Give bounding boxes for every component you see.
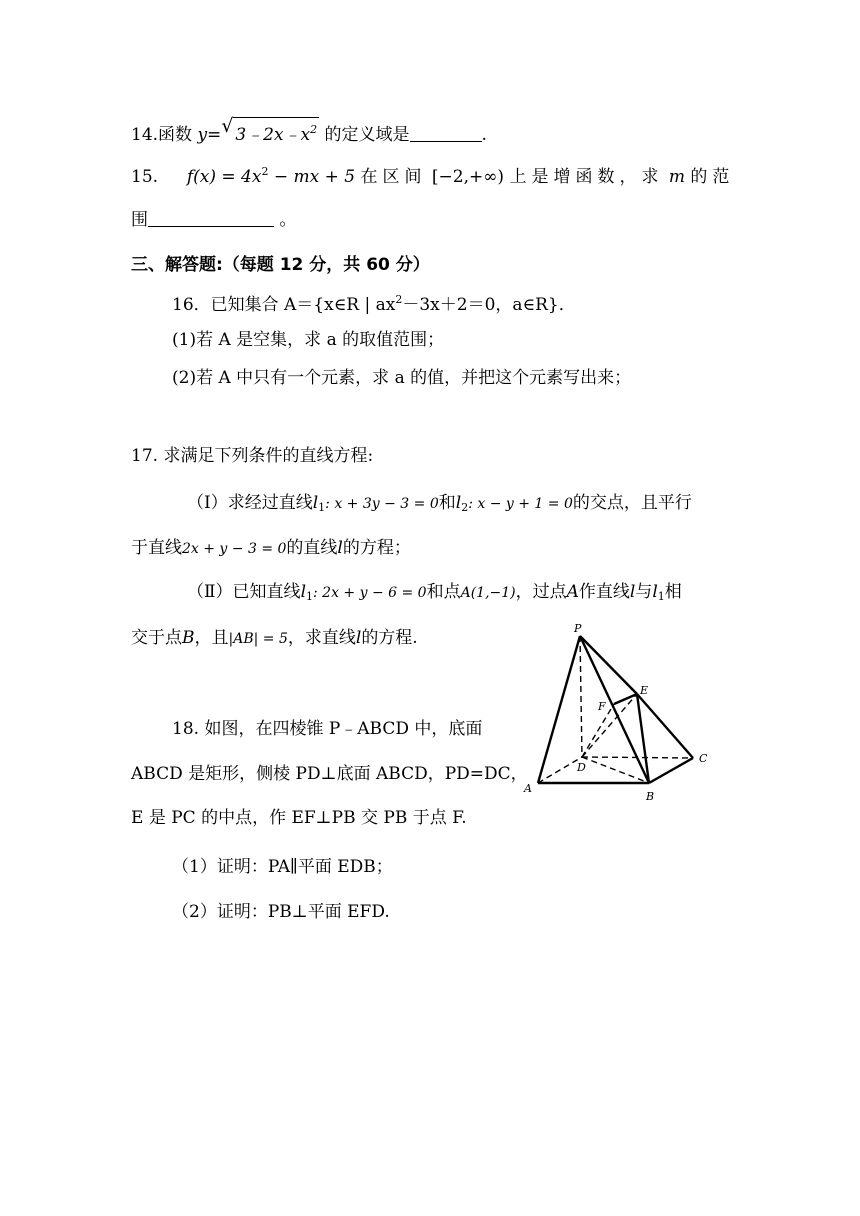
- q15-var-m: m: [668, 167, 685, 187]
- question-17-stem: 17. 求满足下列条件的直线方程:: [131, 446, 374, 466]
- q17-text: ，过点: [515, 582, 567, 602]
- question-18-part2: （2）证明：PB⊥平面 EFD.: [172, 902, 390, 922]
- equation: : x + 3y − 3 = 0: [325, 496, 439, 512]
- edge-FE: [614, 694, 637, 704]
- q17-text: 于直线: [131, 538, 182, 558]
- edge-PE: [580, 636, 637, 694]
- question-18-line2: ABCD 是矩形，侧棱 PD⊥底面 ABCD，PD=DC，: [131, 764, 528, 784]
- q15-interval: [−2,+∞): [431, 167, 505, 187]
- edge-PA: [538, 636, 580, 783]
- question-17-part2-line2: [131, 626, 418, 651]
- q15-text: 上是增函数，求: [509, 167, 664, 187]
- answer-blank[interactable]: [410, 125, 482, 142]
- q17-text: 交于点: [131, 628, 182, 648]
- q15-exponent: 2: [261, 165, 269, 178]
- subscript: 1: [306, 590, 313, 603]
- q15-end: 。: [279, 210, 297, 230]
- q15-text: 在区间: [360, 167, 427, 187]
- q17-text: 作直线: [578, 582, 630, 602]
- line-l: l: [455, 493, 462, 513]
- edge-BC: [649, 758, 693, 783]
- q17-text: 和: [438, 493, 456, 513]
- point-label: B: [182, 628, 195, 648]
- q14-suffix: 的定义域是: [324, 125, 410, 145]
- question-17-part1: [187, 491, 692, 520]
- question-15-line2: [131, 208, 296, 232]
- question-16-part1: (1)若 A 是空集，求 a 的取值范围；: [172, 330, 445, 350]
- q17-text: ，且: [194, 628, 229, 648]
- q17-text: （Ⅰ）求经过直线: [187, 493, 313, 513]
- question-18-line3: E 是 PC 的中点，作 EF⊥PB 交 PB 于点 F.: [131, 808, 467, 828]
- question-14: [131, 117, 487, 147]
- edge-PD: [580, 636, 582, 757]
- q14-y-eq: y=: [197, 125, 222, 145]
- q14-end: .: [481, 125, 487, 145]
- line-l: l: [355, 628, 362, 648]
- q14-prefix: 函数: [158, 125, 193, 145]
- label-B: B: [646, 790, 655, 803]
- line-l: l: [652, 582, 658, 602]
- point-a: A(1,−1): [460, 585, 516, 601]
- q17-text: 的方程.: [361, 628, 418, 648]
- sqrt-expression: √ $3﹣2x﹣x^2$: [221, 115, 318, 145]
- question-17-part1-line2: [131, 536, 411, 561]
- pyramid-figure: [520, 620, 720, 805]
- question-17-part2: [187, 580, 682, 609]
- line-l: l: [629, 582, 636, 602]
- answer-blank[interactable]: [148, 210, 274, 227]
- equation: : 2x + y − 6 = 0: [313, 585, 427, 601]
- question-number: 14.: [131, 125, 159, 145]
- question-number: 15.: [131, 167, 159, 187]
- q17-text: ，求直线: [287, 628, 356, 648]
- q15-text: 的范: [690, 167, 735, 187]
- q15-text: 围: [131, 210, 148, 230]
- q17-text: 和点: [426, 582, 461, 602]
- line-l: l: [312, 493, 319, 513]
- question-18-part1: （1）证明：PA∥平面 EDB；: [172, 857, 393, 877]
- q15-function: f(x) = 4x: [186, 167, 262, 187]
- label-D: D: [577, 761, 586, 774]
- question-16-stem: [172, 288, 576, 317]
- q14-radicand: 3﹣2x﹣x: [235, 125, 311, 145]
- q16-exponent: 2: [395, 293, 403, 306]
- q17-text: （Ⅱ）已知直线: [187, 582, 301, 602]
- label-C: C: [699, 752, 708, 765]
- question-16-part2: (2)若 A 中只有一个元素，求 a 的值，并把这个元素写出来；: [172, 368, 632, 388]
- label-F: F: [598, 700, 606, 713]
- q17-text: 的交点，且平行: [572, 493, 692, 513]
- q15-function-rest: − mx + 5: [268, 167, 356, 187]
- q17-text: 的直线: [286, 538, 338, 558]
- q16-stem-a: 16．已知集合 A＝{x∈R | ax: [172, 295, 396, 315]
- label-A: A: [524, 782, 532, 795]
- question-15: [131, 160, 735, 189]
- q14-exponent: 2: [310, 123, 318, 136]
- label-P: P: [574, 622, 582, 635]
- equation: : x − y + 1 = 0: [468, 496, 573, 512]
- point-label: A: [566, 582, 579, 602]
- equation: 2x + y − 3 = 0: [182, 541, 287, 557]
- edge-DC: [582, 757, 693, 758]
- line-l: l: [300, 582, 306, 602]
- subscript: 2: [461, 501, 469, 514]
- q16-stem-b: －3x＋2＝0，a∈R}．: [402, 295, 576, 315]
- label-E: E: [640, 684, 649, 697]
- question-18-line1: 18. 如图，在四棱锥 P﹣ABCD 中，底面: [172, 719, 483, 739]
- subscript: 1: [318, 501, 326, 514]
- subscript: 1: [657, 590, 665, 603]
- equation: |AB| = 5: [228, 631, 288, 647]
- line-l: l: [337, 538, 343, 558]
- section-heading: 三、解答题:（每题 12 分，共 60 分）: [131, 255, 430, 275]
- q17-text: 与: [635, 582, 653, 602]
- edge-DE: [582, 694, 637, 757]
- q17-text: 的方程；: [342, 538, 411, 558]
- q17-text: 相: [664, 582, 682, 602]
